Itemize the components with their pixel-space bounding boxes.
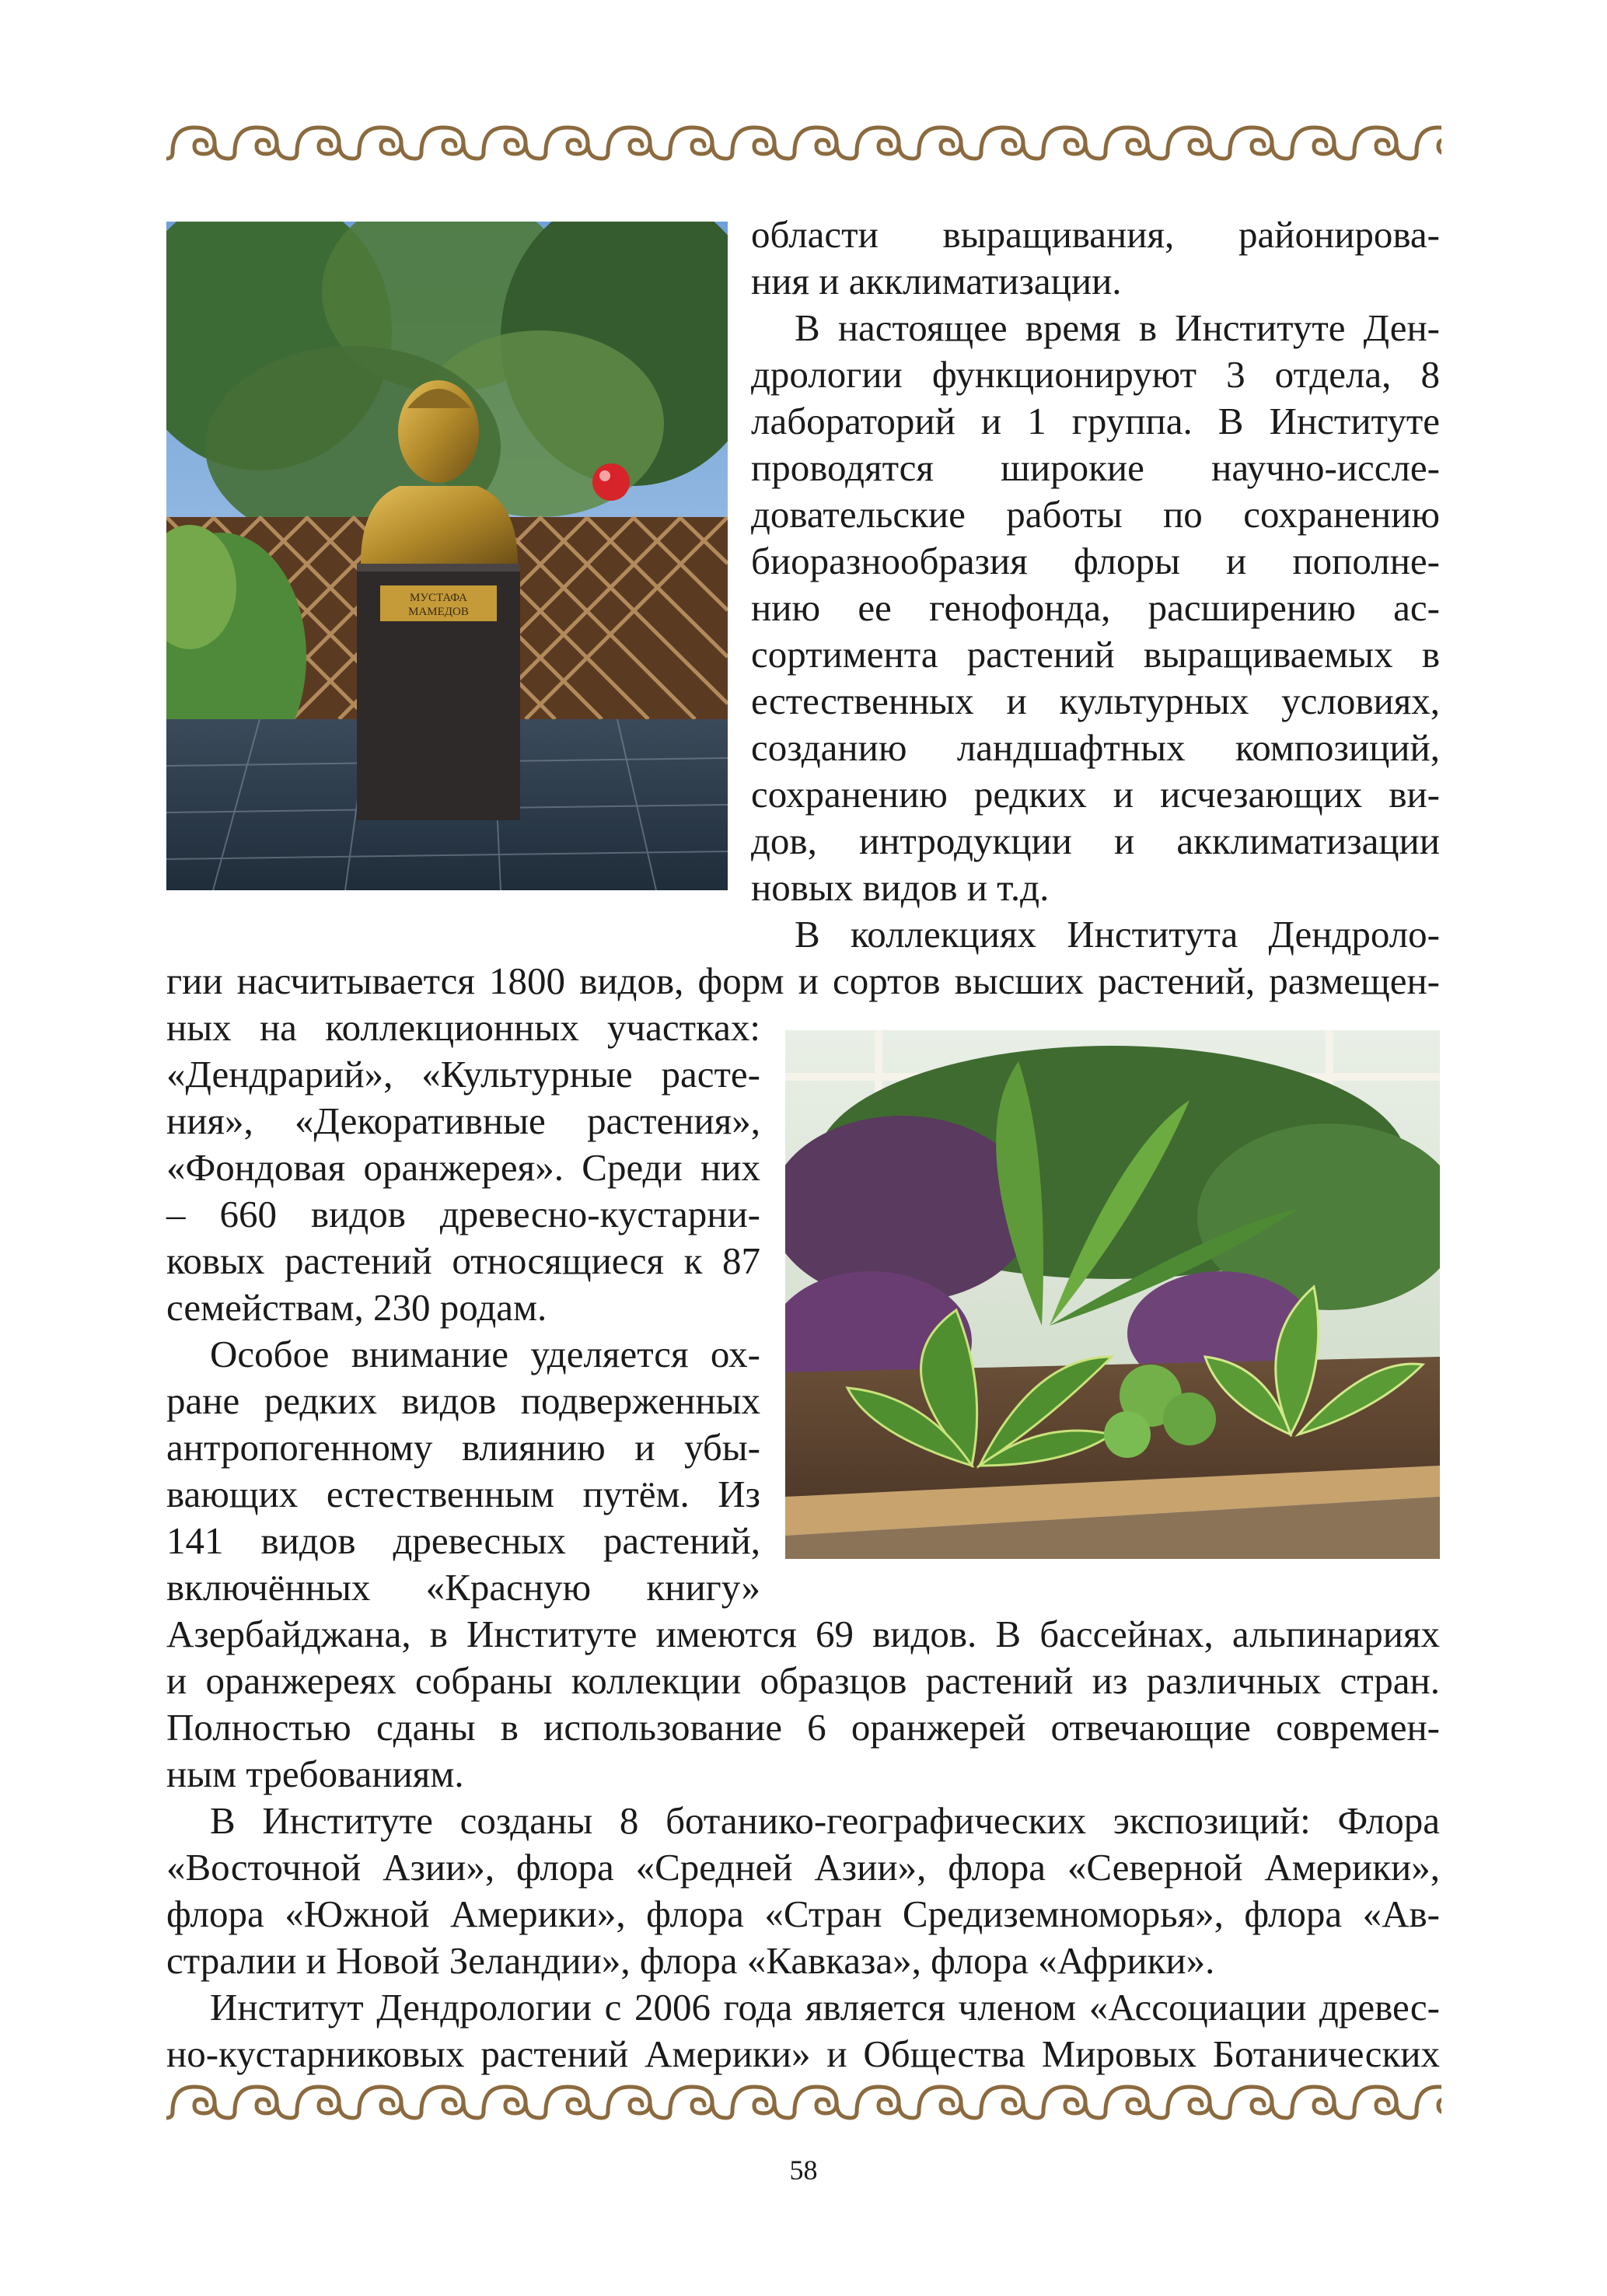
text-line: созданию ландшафтных композиций, <box>751 726 1440 769</box>
text-line: Особое внимание уделяется ох- <box>210 1333 760 1375</box>
text-line: ране редких видов подверженных <box>166 1379 760 1422</box>
paragraph-collections-continued <box>166 1005 760 1331</box>
text-line: дов, интродукции и акклиматизации <box>751 820 1440 862</box>
paragraph-continuation <box>751 211 1440 305</box>
text-line: Азербайджана, в Институте имеются 69 видов. В бассейнах, альпинариях <box>166 1613 1440 1655</box>
text-line: ковых растений относящиеся к 87 <box>166 1239 760 1282</box>
bottom-ornament-border <box>166 2076 1441 2126</box>
text-line: новых видов и т.д. <box>751 866 1050 909</box>
paragraph-rare-species <box>166 1331 760 1611</box>
text-line: сортимента растений выращиваемых в <box>751 633 1440 676</box>
text-line: биоразнообразия флоры и пополне- <box>751 540 1440 582</box>
text-line: 141 видов древесных растений, <box>166 1519 760 1562</box>
svg-text:МУСТАФА: МУСТАФА <box>409 592 468 604</box>
text-line: лабораторий и 1 группа. В Институте <box>751 400 1440 442</box>
text-line: области выращивания, районирова- <box>751 213 1440 256</box>
text-line: дрологии функционируют 3 отдела, 8 <box>751 353 1440 396</box>
bust-monument-photo <box>166 222 728 890</box>
text-line: антропогенному влиянию и убы- <box>166 1426 760 1469</box>
text-line: семействам, 230 родам. <box>166 1286 547 1329</box>
text-line: вающих естественным путём. Из <box>166 1473 760 1515</box>
text-line: Полностью сданы в использование 6 оранжерей отвечающие современ- <box>166 1706 1440 1749</box>
text-line: флора «Южной Америки», флора «Стран Средиземноморья», флора «Ав- <box>166 1892 1440 1935</box>
page-number: 58 <box>789 2154 818 2186</box>
text-line: В коллекциях Института Дендроло- <box>795 913 1440 956</box>
text-line: и оранжереях собраны коллекции образцов растений из различных стран. <box>166 1659 1440 1702</box>
text-line: «Фондовая оранжерея». Среди них <box>166 1146 760 1189</box>
text-line: В Институте созданы 8 ботанико-географических экспозиций: Флора <box>210 1799 1440 1842</box>
text-line: ных на коллекционных участках: <box>166 1006 760 1049</box>
text-line: нию ее генофонда, расширению ас- <box>751 586 1440 629</box>
text-line: Институт Дендрологии с 2006 года является членом «Ассоциации древес- <box>210 1986 1440 2029</box>
svg-text:МАМЕДОВ: МАМЕДОВ <box>408 606 469 618</box>
text-line: – 660 видов древесно-кустарни- <box>166 1193 760 1235</box>
paragraph-departments <box>751 305 1440 911</box>
text-line: ния», «Декоративные растения», <box>166 1099 760 1142</box>
text-line: проводятся широкие научно-иссле- <box>751 446 1440 489</box>
text-line: естественных и культурных условиях, <box>751 680 1440 722</box>
text-line: В настоящее время в Институте Ден- <box>795 306 1440 349</box>
paragraph-expositions <box>166 1798 1440 1984</box>
paragraph-rare-species-continued <box>166 1611 1440 1798</box>
text-line: довательские работы по сохранению <box>751 493 1440 536</box>
greenhouse-plants-photo <box>785 1030 1440 1559</box>
paragraph-collections <box>166 911 1440 1005</box>
text-line: включённых «Красную книгу» <box>166 1566 760 1609</box>
top-ornament-border <box>166 117 1441 166</box>
text-line: сохранению редких и исчезающих ви- <box>751 773 1440 816</box>
text-line: ния и акклиматизации. <box>751 260 1122 302</box>
text-line: «Восточной Азии», флора «Средней Азии», флора «Северной Америки», <box>166 1846 1440 1889</box>
text-line: стралии и Новой Зеландии», флора «Кавказа», флора «Африки». <box>166 1939 1215 1982</box>
paragraph-membership <box>166 1984 1440 2078</box>
text-line: «Дендрарий», «Культурные расте- <box>166 1053 760 1096</box>
text-line: ным требованиям. <box>166 1753 464 1795</box>
text-line: но-кустарниковых растений Америки» и Общества Мировых Ботанических <box>166 2032 1440 2075</box>
text-line: гии насчитывается 1800 видов, форм и сортов высших растений, размещен- <box>166 959 1440 1002</box>
